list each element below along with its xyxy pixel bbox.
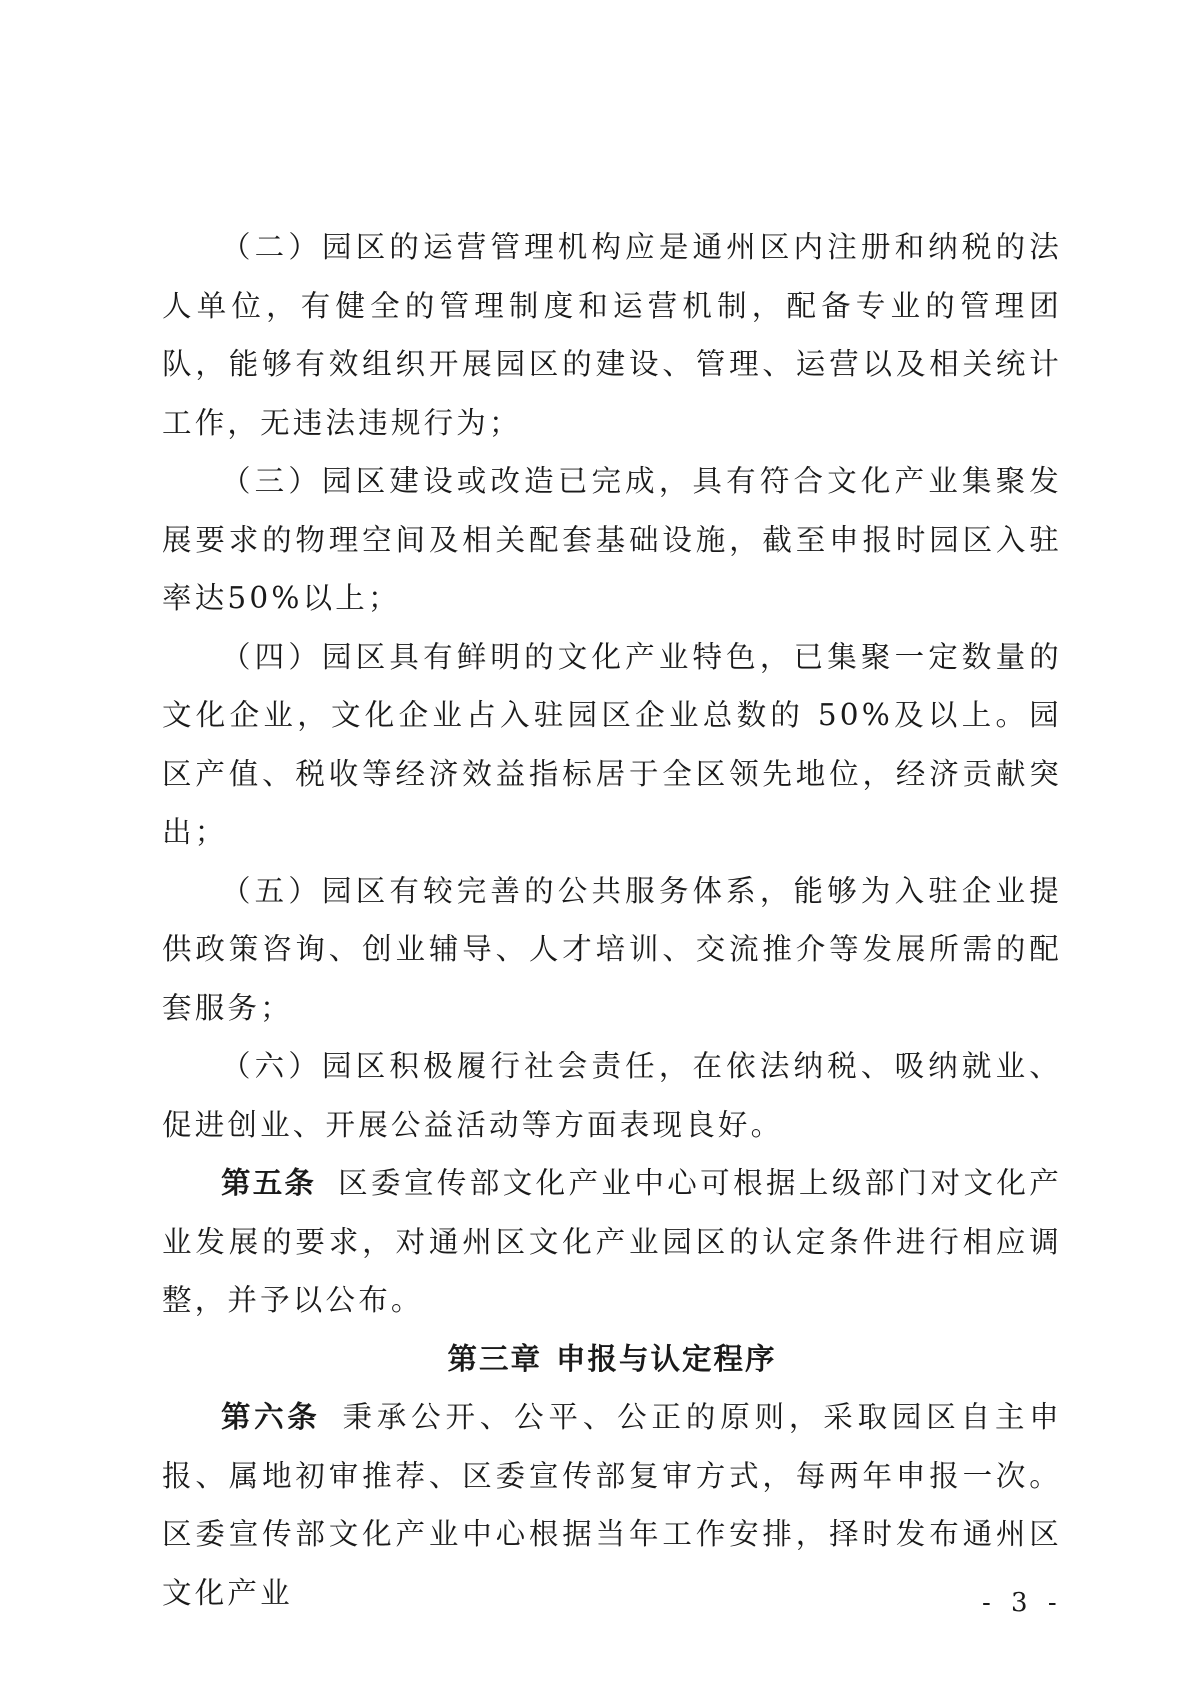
article-6-heading: 第六条 (221, 1399, 321, 1434)
article-5 (162, 1154, 1062, 1330)
article-5-heading: 第五条 (221, 1165, 317, 1200)
page-body (162, 218, 1062, 1622)
paragraph-item-2: （二）园区的运营管理机构应是通州区内注册和纳税的法人单位，有健全的管理制度和运营机制，配备专业的管理团队，能够有效组织开展园区的建设、管理、运营以及相关统计工作，无违法违规行为； (162, 230, 1062, 440)
chapter-title: 申报与认定程序 (556, 1340, 777, 1376)
article-6 (162, 1388, 1062, 1622)
paragraph-item-6: （六）园区积极履行社会责任，在依法纳税、吸纳就业、促进创业、开展公益活动等方面表现良好。 (162, 1049, 1062, 1142)
article-6-text: 秉承公开、公平、公正的原则，采取园区自主申报、属地初审推荐、区委宣传部复审方式，每两年申报一次。区委宣传部文化产业中心根据当年工作安排，择时发布通州区文化产业 (162, 1400, 1062, 1610)
article-5-text: 区委宣传部文化产业中心可根据上级部门对文化产业发展的要求，对通州区文化产业园区的认定条件进行相应调整，并予以公布。 (162, 1166, 1062, 1317)
paragraph-item-5: （五）园区有较完善的公共服务体系，能够为入驻企业提供政策咨询、创业辅导、人才培训、交流推介等发展所需的配套服务； (162, 873, 1062, 1025)
chapter-number: 第三章 (447, 1340, 542, 1376)
chapter-heading (162, 1330, 1062, 1389)
paragraph-item-4: （四）园区具有鲜明的文化产业特色，已集聚一定数量的文化企业，文化企业占入驻园区企业总数的 50%及以上。园区产值、税收等经济效益指标居于全区领先地位，经济贡献突出； (162, 639, 1062, 849)
paragraph-item-3: （三）园区建设或改造已完成，具有符合文化产业集聚发展要求的物理空间及相关配套基础设施，截至申报时园区入驻率达50%以上； (162, 464, 1062, 615)
page-number: - 3 - (982, 1588, 1063, 1618)
